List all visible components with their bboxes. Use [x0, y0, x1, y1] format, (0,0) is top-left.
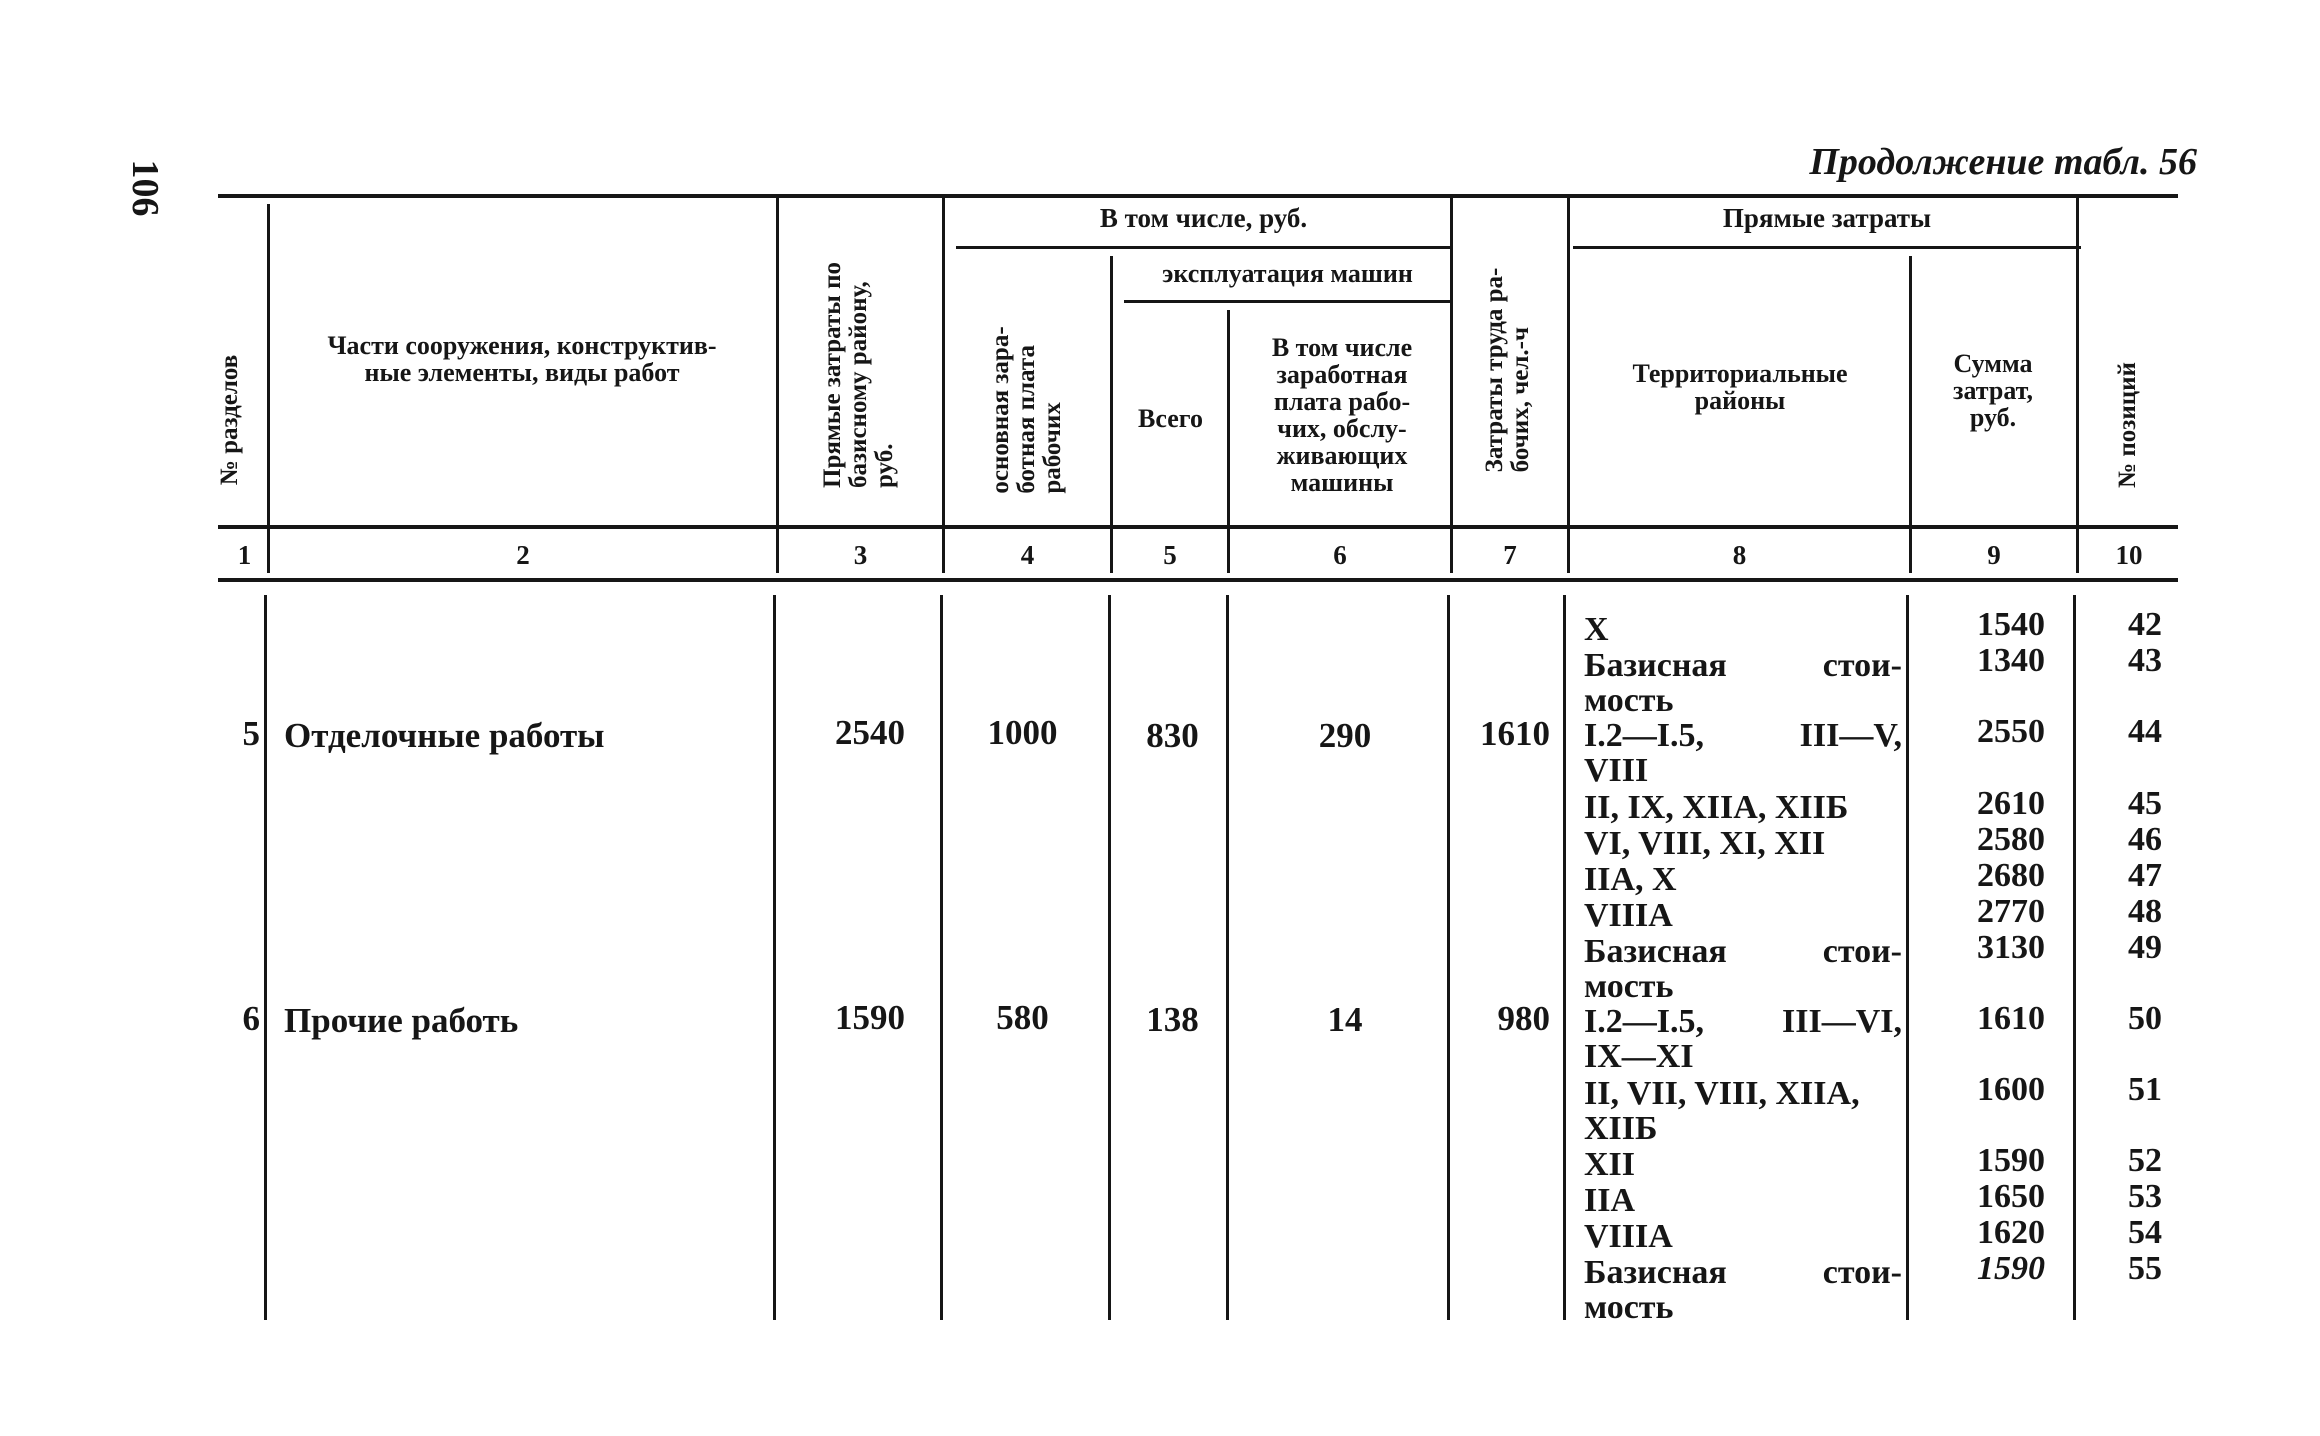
- region-text: III—VI,: [1782, 1003, 1902, 1040]
- region-text: XIIБ: [1584, 1110, 1658, 1147]
- region-text: мость: [1584, 682, 1674, 719]
- col-divider: [1447, 595, 1450, 1320]
- region-name: [1584, 718, 1902, 788]
- machines-total: 138: [1146, 1000, 1199, 1039]
- header-structure-parts: Части сооружения, конструктив- ные элементы, виды работ: [327, 331, 717, 387]
- section-name: Прочие работь: [284, 1001, 519, 1040]
- col-divider: [776, 196, 779, 573]
- position-number: 42: [2128, 606, 2162, 643]
- position-number: 54: [2128, 1214, 2162, 1251]
- col-divider: [1226, 595, 1229, 1320]
- cost-sum: 2610: [1977, 785, 2045, 822]
- col-divider: [773, 595, 776, 1320]
- col-divider: [264, 595, 267, 1320]
- column-number: 7: [1503, 540, 1517, 570]
- table-top-rule: [218, 194, 2178, 198]
- position-number: 46: [2128, 821, 2162, 858]
- region-name: X: [1584, 611, 1609, 648]
- column-number: 2: [516, 540, 530, 570]
- region-name: [1584, 648, 1902, 718]
- cost-sum: 1600: [1977, 1071, 2045, 1108]
- section-number: 6: [242, 999, 260, 1038]
- column-number: 8: [1732, 540, 1747, 570]
- col-divider: [940, 595, 943, 1320]
- col-divider: [1906, 595, 1909, 1320]
- region-name: IIA: [1584, 1182, 1636, 1219]
- region-name: IIA, X: [1584, 861, 1677, 898]
- region-name: [1584, 934, 1902, 1004]
- cost-sum: 2550: [1977, 713, 2045, 750]
- position-number: 49: [2128, 929, 2162, 966]
- col-divider: [1108, 595, 1111, 1320]
- region-text: IX—XI: [1584, 1038, 1694, 1075]
- region-text: Базисная: [1584, 933, 1727, 970]
- col-divider: [1563, 595, 1566, 1320]
- numbers-bottom-rule: [218, 578, 2178, 582]
- position-number: 53: [2128, 1178, 2162, 1215]
- region-text: Базисная: [1584, 647, 1727, 684]
- header-group-included: В том числе, руб.: [1099, 203, 1308, 233]
- section-name: Отделочные работы: [284, 716, 605, 755]
- region-text: I.2—I.5,: [1584, 1003, 1704, 1040]
- machines-wage: 14: [1327, 1000, 1363, 1039]
- cost-sum: 1620: [1977, 1214, 2045, 1251]
- header-bottom-rule: [218, 525, 2178, 529]
- region-text: VIII: [1584, 752, 1649, 789]
- region-name: VIIIA: [1584, 897, 1673, 934]
- header-base-wage: основная зара- ботная плата рабочих: [987, 326, 1066, 494]
- base-wage: 580: [996, 998, 1049, 1037]
- region-text: I.2—I.5,: [1584, 717, 1704, 754]
- position-number: 51: [2128, 1071, 2162, 1108]
- header-machines-total: Всего: [1138, 404, 1203, 433]
- header-section-number: № разделов: [216, 354, 243, 486]
- column-number: 1: [237, 540, 252, 570]
- region-text: мость: [1584, 968, 1674, 1005]
- region-text: стои-: [1822, 647, 1902, 684]
- direct-cost-base: 1590: [835, 998, 905, 1037]
- region-text: II, VII, VIII, XIIA,: [1584, 1075, 1860, 1112]
- col-divider: [942, 196, 945, 573]
- region-name: II, IX, XIIA, XIIБ: [1584, 789, 1849, 826]
- position-number: 43: [2128, 642, 2162, 679]
- header-territorial-regions: Территориальные районы: [1632, 359, 1848, 415]
- position-number: 45: [2128, 785, 2162, 822]
- cost-sum: 2680: [1977, 857, 2045, 894]
- labor-costs: 1610: [1480, 714, 1550, 753]
- col-divider: [2073, 595, 2076, 1320]
- col-divider: [1567, 196, 1570, 573]
- cost-sum: 2770: [1977, 893, 2045, 930]
- header-group-machines: эксплуатация машин: [1162, 259, 1413, 288]
- position-number: 48: [2128, 893, 2162, 930]
- col-divider: [267, 204, 270, 573]
- header-group-direct: Прямые затраты: [1722, 203, 1932, 233]
- cost-sum: 3130: [1977, 929, 2045, 966]
- region-name: [1584, 1255, 1902, 1325]
- cost-sum: 2580: [1977, 821, 2045, 858]
- region-text: стои-: [1822, 933, 1902, 970]
- region-name: VIIIA: [1584, 1218, 1673, 1255]
- column-number: 9: [1987, 540, 2001, 570]
- position-number: 55: [2128, 1250, 2162, 1287]
- cost-sum: 1650: [1977, 1178, 2045, 1215]
- region-text: III—V,: [1799, 717, 1902, 754]
- column-number: 3: [853, 540, 868, 570]
- header-cost-sum: Сумма затрат, руб.: [1953, 349, 2033, 432]
- machines-total: 830: [1146, 716, 1199, 755]
- header-machines-wage: В том числе заработная плата рабо- чих, обслу- живающих машины: [1271, 333, 1413, 497]
- position-number: 50: [2128, 1000, 2162, 1037]
- region-text: Базисная: [1584, 1254, 1727, 1291]
- region-text: стои-: [1822, 1254, 1902, 1291]
- region-name: [1584, 1004, 1902, 1074]
- cost-sum: 1340: [1977, 642, 2045, 679]
- machines-wage: 290: [1318, 716, 1372, 755]
- position-number: 47: [2128, 857, 2162, 894]
- col-divider: [1227, 310, 1230, 573]
- labor-costs: 980: [1497, 999, 1550, 1038]
- table-caption: Продолжение табл. 56: [1809, 141, 2197, 183]
- page-number: 106: [124, 159, 166, 217]
- group-rule-included: [956, 246, 1451, 249]
- base-wage: 1000: [987, 713, 1058, 752]
- column-number: 6: [1333, 540, 1347, 570]
- section-number: 5: [242, 714, 260, 753]
- column-number: 4: [1020, 540, 1035, 570]
- header-position-number: № позиций: [2114, 362, 2141, 488]
- column-number: 10: [2115, 540, 2143, 570]
- cost-sum: 1590: [1977, 1250, 2045, 1287]
- group-rule-direct: [1573, 246, 2081, 249]
- region-name: XII: [1584, 1146, 1636, 1183]
- header-direct-costs-base: Прямые затраты по базисному району, руб.: [819, 262, 898, 488]
- region-name: VI, VIII, XI, XII: [1584, 825, 1826, 862]
- region-name: [1584, 1076, 1902, 1146]
- cost-sum: 1590: [1977, 1142, 2045, 1179]
- col-divider: [2076, 196, 2079, 573]
- col-divider: [1909, 256, 1912, 573]
- column-number: 5: [1163, 540, 1177, 570]
- header-labor-costs: Затраты труда ра- бочих, чел.-ч: [1481, 267, 1534, 473]
- region-text: мость: [1584, 1289, 1674, 1326]
- cost-sum: 1540: [1977, 606, 2045, 643]
- cost-sum: 1610: [1977, 1000, 2045, 1037]
- position-number: 44: [2128, 713, 2162, 750]
- position-number: 52: [2128, 1142, 2162, 1179]
- direct-cost-base: 2540: [835, 713, 905, 752]
- group-rule-machines: [1124, 300, 1451, 303]
